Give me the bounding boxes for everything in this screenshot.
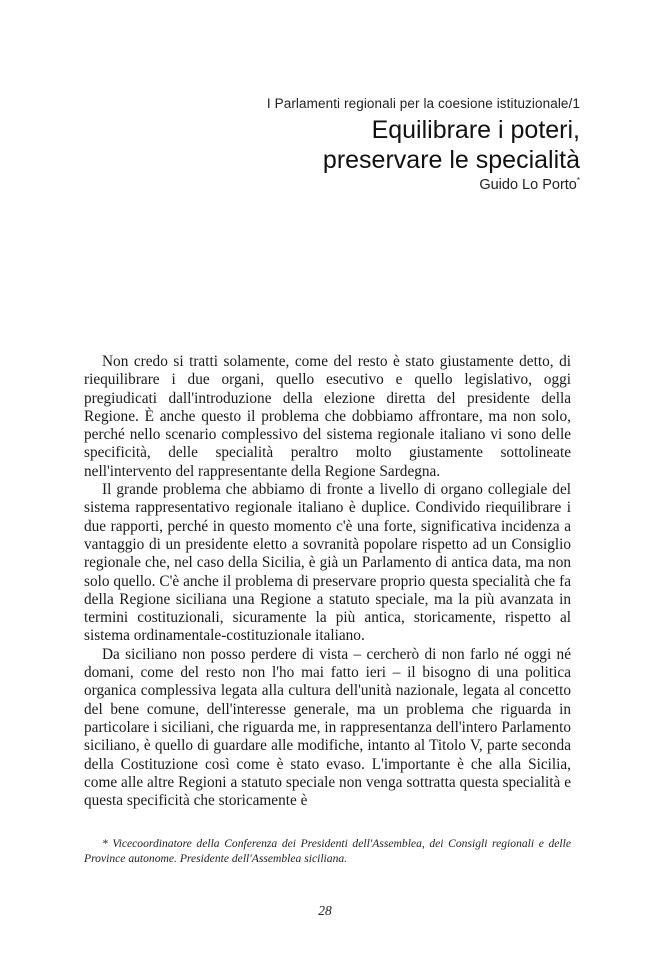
page-number: 28 (318, 903, 332, 918)
title-line-1: Equilibrare i poteri, (371, 116, 580, 144)
article-title (267, 115, 580, 175)
paragraph-2: Il grande problema che abbiamo di fronte a livello di organo collegiale del sistema rappresentativo regionale italiano è duplice. Condivido riequilibrare i due rapporti, perché in questo momento c'è una forte, significativa incidenza a vantaggio di un presidente eletto a sovranità popolare rispetto ad un Consiglio regionale che, nel caso della Sicilia, è già un Parlamento di antica data, ma non solo quello. C'è anche il problema di preservare proprio questa specialità che fa della Regione siciliana una Regione a statuto speciale, ma la più avanzata in termini costituzionali, sicuramente la più antica, storicamente, rispetto al sistema ordinamentale-costituzionale italiano. (84, 481, 571, 645)
footnote: * Vicecoordinatore della Conferenza dei Presidenti dell'Assemblea, dei Consigli regionali e delle Province autonome. Presidente dell'Assemblea siciliana. (84, 837, 571, 865)
paragraph-3: Da siciliano non posso perdere di vista – cercherò di non farlo né oggi né domani, come del resto non l'ho mai fatto ieri – il bisogno di una politica organica complessiva legata alla cultura dell'unità nazionale, legata al concetto del bene comune, dell'interesse generale, ma un problema che riguarda in particolare i siciliani, che riguarda me, in rappresentanza dell'intero Parlamento siciliano, è quello di guardare alle modifiche, intanto al Titolo V, parte seconda della Costituzione così come è stato evaso. L'importante è che alla Sicilia, come alle altre Regioni a statuto speciale non venga sottratta questa specialità e questa specificità che storicamente è (84, 645, 571, 810)
title-line-2: preservare le specialità (322, 146, 580, 174)
author-name: Guido Lo Porto (479, 177, 577, 193)
paragraph-1: Non credo si tratti solamente, come del resto è stato giustamente detto, di riequilibrare i due organi, quello esecutivo e quello legislativo, oggi pregiudicati dall'introduzione della elezione diretta del presidente della Regione. È anche questo il problema che dobbiamo affrontare, ma non solo, perché nello scenario complessivo del sistema regionale italiano vi sono delle specificità, delle specialità peraltro molto giustamente sottolineate nell'intervento del rappresentante della Regione Sardegna. (84, 353, 571, 480)
article-header (267, 96, 580, 193)
series-heading: I Parlamenti regionali per la coesione istituzionale/1 (266, 96, 580, 111)
author-footnote-mark: * (576, 176, 580, 185)
article-body (84, 353, 571, 810)
author-line (267, 177, 580, 193)
